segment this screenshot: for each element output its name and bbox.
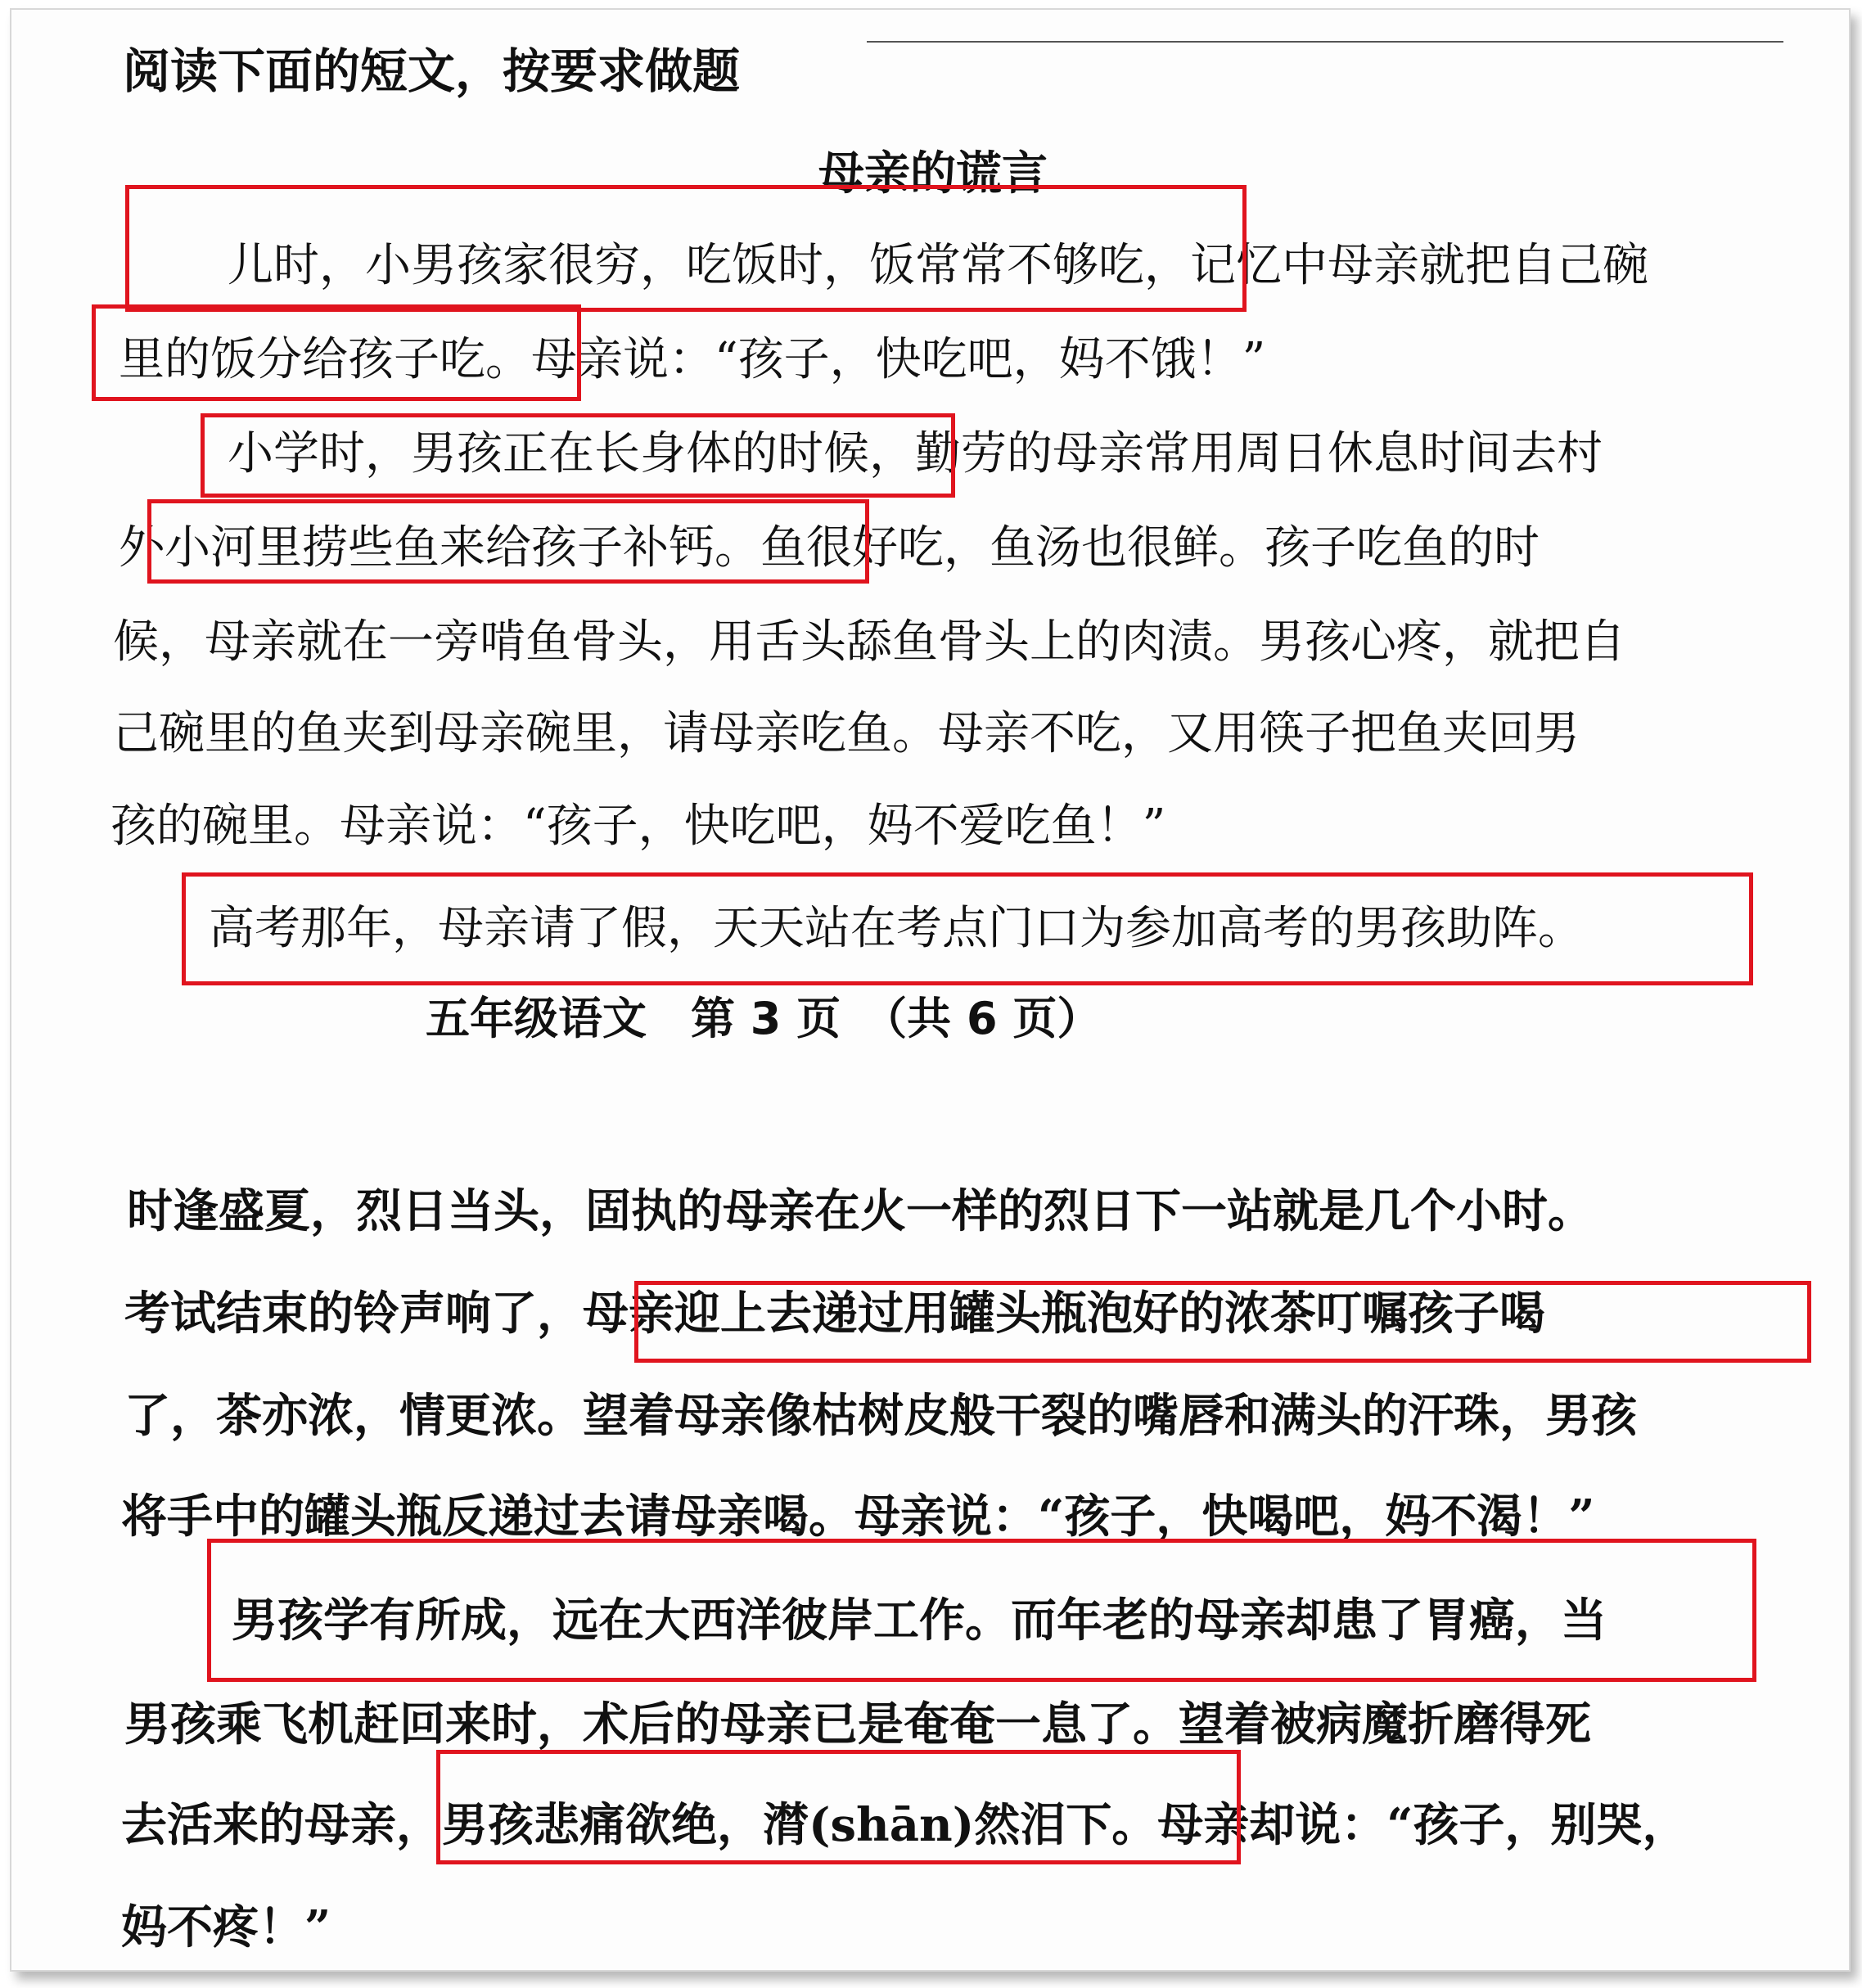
- passage-line-2: 里的饭分给孩子吃。母亲说：“孩子，快吃吧，妈不饿！”: [119, 333, 1266, 386]
- passage-line-10: 考试结束的铃声响了，母亲迎上去递过用罐头瓶泡好的浓茶叮嘱孩子喝: [124, 1287, 1545, 1341]
- passage-line-1: 儿时，小男孩家很穷，吃饭时，饭常常不够吃，记忆中母亲就把自己碗: [228, 239, 1648, 292]
- passage-line-15: 去活来的母亲，男孩悲痛欲绝，潸(shān)然泪下。母亲却说：“孩子，别哭，: [121, 1798, 1688, 1852]
- passage-line-3: 小学时，男孩正在长身体的时候，勤劳的母亲常用周日休息时间去村: [228, 427, 1603, 480]
- passage-line-4: 外小河里捞些鱼来给孩子补钙。鱼很好吃，鱼汤也很鲜。孩子吃鱼的时: [119, 521, 1540, 575]
- passage-line-14: 男孩乘飞机赶回来时，术后的母亲已是奄奄一息了。望着被病魔折磨得死: [124, 1697, 1591, 1751]
- passage-line-9: 时逢盛夏，烈日当头，固执的母亲在火一样的烈日下一站就是几个小时。: [127, 1184, 1594, 1238]
- scan-edge-line: [867, 41, 1783, 43]
- passage-line-11: 了，茶亦浓，情更浓。望着母亲像枯树皮般干裂的嘴唇和满头的汗珠，男孩: [124, 1389, 1637, 1443]
- passage-line-5: 候，母亲就在一旁啃鱼骨头，用舌头舔鱼骨头上的肉渍。男孩心疼，就把自: [113, 615, 1625, 669]
- passage-line-16: 妈不疼！”: [121, 1900, 331, 1954]
- passage-line-6: 己碗里的鱼夹到母亲碗里，请母亲吃鱼。母亲不吃，又用筷子把鱼夹回男: [113, 707, 1580, 760]
- passage-line-12: 将手中的罐头瓶反递过去请母亲喝。母亲说：“孩子，快喝吧，妈不渴！”: [121, 1490, 1595, 1544]
- passage-title: 母亲的谎言: [818, 147, 1048, 201]
- passage-line-13: 男孩学有所成，远在大西洋彼岸工作。而年老的母亲却患了胃癌，当: [232, 1594, 1607, 1648]
- passage-line-8: 高考那年，母亲请了假，天天站在考点门口为参加高考的男孩助阵。: [209, 902, 1584, 955]
- exercise-heading: 阅读下面的短文，按要求做题: [123, 43, 741, 99]
- page-footer: 五年级语文 第 3 页 （共 6 页）: [426, 993, 1102, 1044]
- passage-line-7: 孩的碗里。母亲说：“孩子，快吃吧，妈不爱吃鱼！”: [110, 800, 1166, 853]
